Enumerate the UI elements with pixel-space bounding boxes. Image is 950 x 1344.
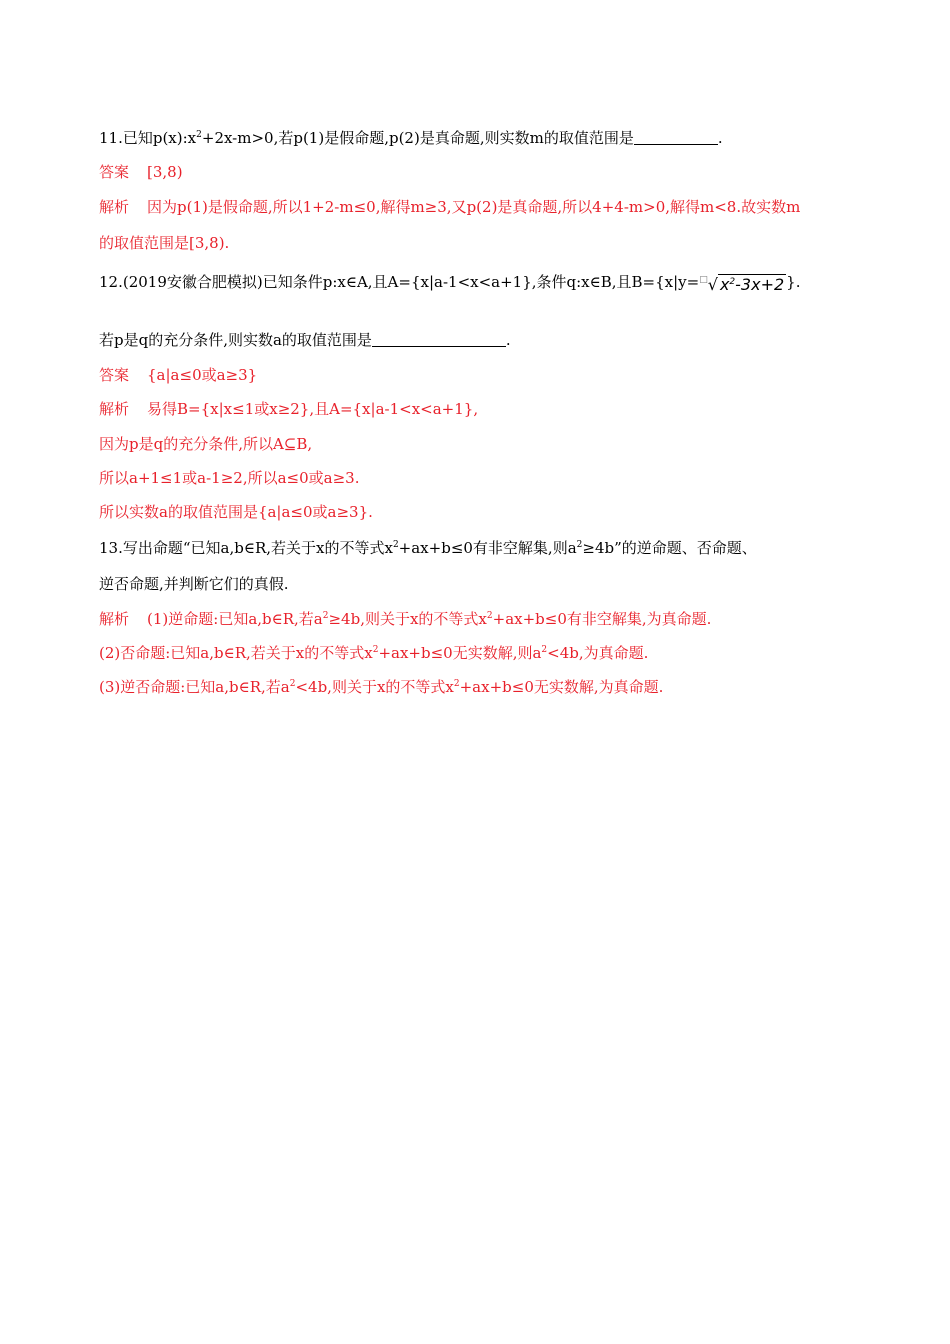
q13-question-line2: 逆否命题,并判断它们的真假. bbox=[99, 575, 289, 593]
q12-analysis-line1: 解析 易得B={x|x≤1或x≥2},且A={x|a-1<x<a+1}, bbox=[99, 400, 479, 418]
analysis-label: 解析 bbox=[99, 198, 130, 216]
q12-analysis-line4: 所以实数a的取值范围是{a|a≤0或a≥3}. bbox=[99, 503, 373, 521]
q11-question: 11.已知$p(x):x^2+2x-m>0$,若p(1)是假命题,p(2)是真命题,则实数m的取值范围是 . bbox=[99, 129, 723, 147]
analysis-label: 解析 bbox=[99, 400, 130, 418]
q13-analysis-2: (2)否命题:已知a,b∈R,若关于x的不等式$x^2+ax+b\le 0$无实数解,则$a^2<4b$,为真命题. bbox=[99, 644, 649, 662]
answer-label: 答案 bbox=[99, 163, 130, 181]
q13-analysis-1: 解析 (1)逆命题:已知a,b∈R,若$a^2\ge 4b$,则关于x的不等式$x^2+ax+b\le 0$有非空解集,为真命题. bbox=[99, 610, 712, 628]
q11-analysis-line2: 的取值范围是[3,8). bbox=[99, 234, 230, 252]
analysis-label: 解析 bbox=[99, 610, 130, 628]
q12-analysis-line3: 所以a+1≤1或a-1≥2,所以a≤0或a≥3. bbox=[99, 469, 360, 487]
q12-answer: 答案 {a|a≤0或a≥3} bbox=[99, 366, 258, 384]
q11-analysis-line1: 解析 因为p(1)是假命题,所以1+2-m≤0,解得m≥3,又p(2)是真命题,所以4+4-m>0,解得m<8.故实数m bbox=[99, 198, 801, 216]
answer-label: 答案 bbox=[99, 366, 130, 384]
q12-answer-blank bbox=[372, 332, 506, 347]
q12-analysis-line2: 因为p是q的充分条件,所以A⊆B, bbox=[99, 435, 313, 453]
q13-question: 13.写出命题“已知a,b∈R,若关于x的不等式$x^2+ax+b\le 0$有非空解集,则$a^2\ge 4b$”的逆命题、否命题、 bbox=[99, 539, 757, 557]
q12-question-line2: 若p是q的充分条件,则实数a的取值范围是 . bbox=[99, 331, 511, 349]
q12-question: 12.(2019安徽合肥模拟)已知条件p:x∈A,且A={x|a-1<x<a+1},条件q:x∈B,且B={x|y=□√ $x^2-3x+2$ }. bbox=[99, 270, 800, 295]
q13-analysis-3: (3)逆否命题:已知a,b∈R,若$a^2<4b$,则关于x的不等式$x^2+ax+b\le 0$无实数解,为真命题. bbox=[99, 678, 664, 696]
cube-root-expression: □√ $x^2-3x+2$ bbox=[699, 275, 785, 294]
q11-answer: 答案 [3,8) bbox=[99, 163, 183, 181]
q11-answer-blank bbox=[634, 130, 718, 145]
